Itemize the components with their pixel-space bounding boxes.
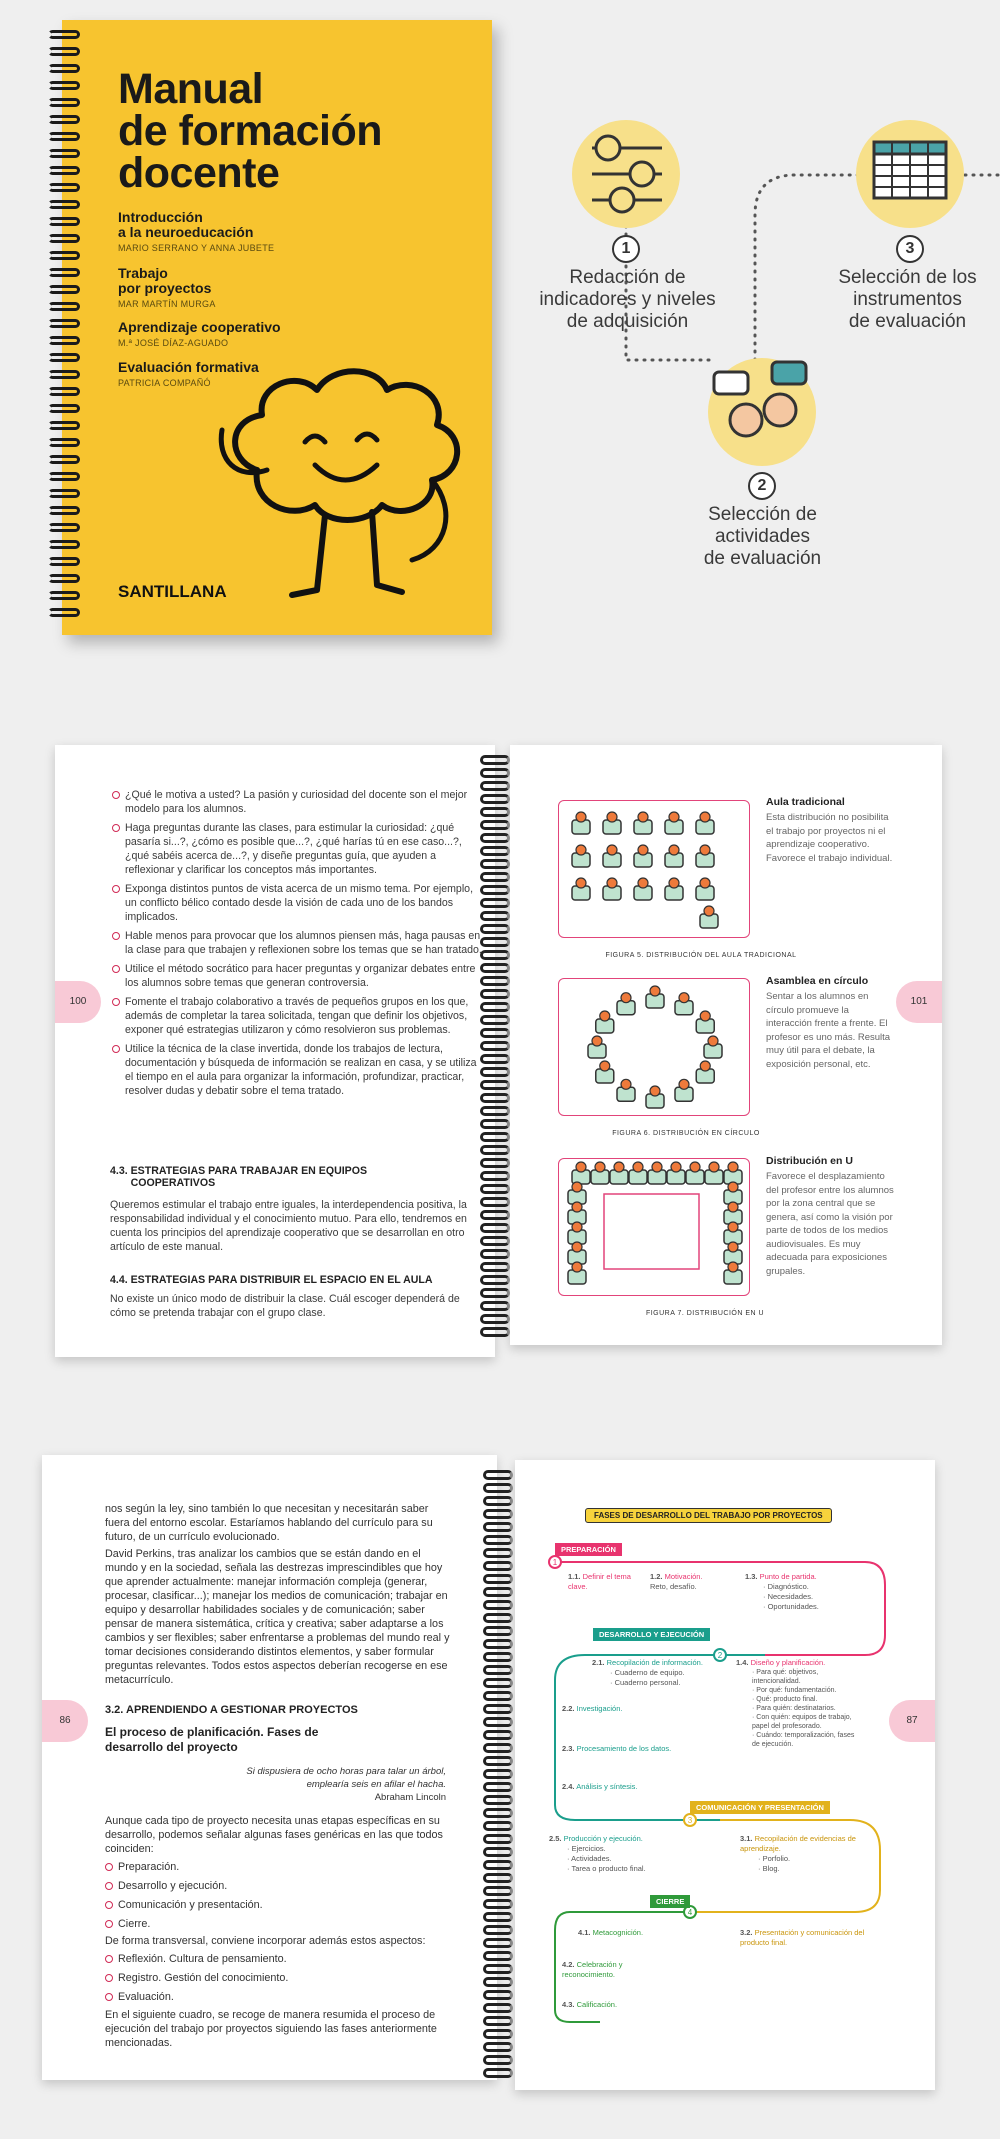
coil-ring (480, 1132, 510, 1142)
coil-ring (483, 1912, 513, 1922)
coil-ring (483, 1925, 513, 1935)
desk-icon (665, 845, 683, 867)
coil-ring (483, 2003, 513, 2013)
step-2-illustration (708, 358, 816, 466)
figure-6-description (766, 975, 896, 1071)
desk-icon (596, 1011, 614, 1033)
figure-6-text: Sentar a los alumnos en círculo promueve la interacción frente a frente. El profesor es uno más. Resulta muy útil para el debate, la exposición personal, etc. (766, 991, 891, 1070)
coil-ring (48, 183, 80, 192)
coil-ring (48, 387, 80, 396)
tip-item: Hable menos para provocar que los alumnos piensen más, haga pausas en la clase para que trabajen y reflexionen sobre los temas que se han tratado. (112, 929, 487, 957)
desk-icon (591, 1162, 609, 1184)
coil-ring (483, 1496, 513, 1506)
coil-ring (483, 1548, 513, 1558)
coil-ring (480, 1197, 510, 1207)
step-2-label: Selección de actividades de evaluación (703, 504, 822, 569)
svg-text:1: 1 (552, 1558, 558, 1567)
desk-icon (634, 812, 652, 834)
section-heading-4-3: 4.3. ESTRATEGIAS PARA TRABAJAR EN EQUIPOS COOPERATIVOS (110, 1165, 368, 1189)
coil-ring (483, 1743, 513, 1753)
coil-ring (483, 1704, 513, 1714)
coil-ring (483, 2016, 513, 2026)
desk-icon (646, 1086, 664, 1108)
book-cover (62, 20, 492, 635)
step-1-illustration (572, 120, 680, 228)
coil-ring (483, 1665, 513, 1675)
coil-ring (480, 1262, 510, 1272)
coil-ring (480, 1067, 510, 1077)
phase-label-cierre: CIERRE (650, 1895, 690, 1908)
step-3-label: Selección de los instrumentos de evaluación (838, 267, 977, 332)
desk-icon (665, 812, 683, 834)
figure-7-caption: FIGURA 7. DISTRIBUCIÓN EN U (645, 1310, 765, 1317)
u-desks-diagram (559, 1159, 751, 1297)
coil-ring (483, 1756, 513, 1766)
coil-ring (48, 557, 80, 566)
figure-5-title: Aula tradicional (766, 796, 845, 808)
coil-ring (48, 251, 80, 260)
coil-ring (483, 1613, 513, 1623)
coil-ring (483, 1964, 513, 1974)
coil-ring (480, 859, 510, 869)
coil-ring (480, 1054, 510, 1064)
node-4-2: 4.2. Celebración y reconocimiento. (562, 1960, 623, 1979)
coil-ring (480, 1106, 510, 1116)
coil-ring (480, 989, 510, 999)
desk-icon (572, 845, 590, 867)
cover-title-line-3: docente (118, 149, 280, 197)
coil-ring (480, 1275, 510, 1285)
coil-ring (48, 336, 80, 345)
tip-item: Fomente el trabajo colaborativo a través de pequeños grupos en los que, además de completar la tarea solicitada, tengan que definir los objetivos, exponer qué estrategias utilizaron y cómo resolvieron sus problemas. (112, 995, 487, 1037)
coil-ring (48, 115, 80, 124)
coil-ring (483, 1899, 513, 1909)
coil-ring (483, 1769, 513, 1779)
coil-ring (48, 81, 80, 90)
coil-ring (480, 833, 510, 843)
desk-icon (572, 1162, 590, 1184)
circle-desks-diagram (559, 979, 751, 1117)
teacher-path (604, 1194, 699, 1269)
section-author: PATRICIA COMPAÑÓ (118, 378, 211, 388)
coil-ring (483, 1717, 513, 1727)
coil-ring (480, 1288, 510, 1298)
list-item: Reflexión. Cultura de pensamiento. (105, 1952, 450, 1966)
desk-icon (629, 1162, 647, 1184)
coil-ring (480, 1301, 510, 1311)
spiral-binding (475, 1470, 525, 2080)
phase-label-desarrollo: DESARROLLO Y EJECUCIÓN (593, 1628, 710, 1641)
figure-5-description (766, 796, 896, 865)
section-heading-4-4: 4.4. ESTRATEGIAS PARA DISTRIBUIR EL ESPACIO EN EL AULA (110, 1274, 433, 1286)
node-2-4: 2.4. Análisis y síntesis. (562, 1782, 638, 1791)
coil-ring (483, 2068, 513, 2078)
cover-title (118, 65, 382, 197)
node-4-1: 4.1. Metacognición. (578, 1928, 644, 1937)
desk-icon (700, 906, 718, 928)
coil-ring (483, 1522, 513, 1532)
coil-ring (480, 794, 510, 804)
checklist-icon (572, 120, 680, 228)
desk-icon (596, 1061, 614, 1083)
coil-ring (48, 47, 80, 56)
figure-traditional-classroom (558, 800, 750, 938)
coil-ring (483, 1730, 513, 1740)
node-1-2: 1.2. Motivación. Reto, desafío. (650, 1572, 703, 1591)
section-title: Evaluación formativa (118, 359, 259, 375)
desk-icon (610, 1162, 628, 1184)
desk-icon (572, 878, 590, 900)
publisher-logo: SANTILLANA (118, 582, 227, 601)
list-item: Evaluación. (105, 1990, 450, 2004)
section-heading-3-2: 3.2. APRENDIENDO A GESTIONAR PROYECTOS (105, 1704, 358, 1716)
node-3-2: 3.2. Presentación y comunicación del producto final. (740, 1928, 865, 1947)
coil-ring (483, 1886, 513, 1896)
desk-icon (603, 878, 621, 900)
coil-ring (483, 2055, 513, 2065)
figure-5-text: Esta distribución no posibilita el trabajo por proyectos ni el aprendizaje cooperativo. Favorece el trabajo individual. (766, 812, 893, 864)
coil-ring (480, 846, 510, 856)
coil-ring (48, 455, 80, 464)
desk-icon (568, 1202, 586, 1224)
coil-ring (483, 1691, 513, 1701)
section-author: M.ª JOSÉ DÍAZ-AGUADO (118, 338, 229, 348)
coil-ring (48, 353, 80, 362)
desk-icon (705, 1162, 723, 1184)
coil-ring (480, 1236, 510, 1246)
step-2-number: 2 (748, 472, 776, 500)
section-subtitle: El proceso de planificación. Fases de desarrollo del proyecto (105, 1725, 319, 1754)
coil-ring (480, 1223, 510, 1233)
coil-ring (480, 872, 510, 882)
coil-ring (48, 404, 80, 413)
coil-ring (480, 768, 510, 778)
desk-icon (665, 878, 683, 900)
coil-ring (48, 234, 80, 243)
desk-icon (617, 1079, 635, 1101)
coil-ring (480, 911, 510, 921)
step-3-number: 3 (896, 235, 924, 263)
desk-icon (568, 1242, 586, 1264)
coil-ring (480, 898, 510, 908)
coil-ring (483, 1990, 513, 2000)
coil-ring (48, 166, 80, 175)
coil-ring (483, 1951, 513, 1961)
coil-ring (483, 2042, 513, 2052)
coil-ring (483, 1483, 513, 1493)
desk-icon (724, 1202, 742, 1224)
coil-ring (483, 1561, 513, 1571)
list-item: Cierre. (105, 1917, 450, 1931)
coil-ring (48, 285, 80, 294)
figure-7-description (766, 1155, 896, 1278)
node-4-3: 4.3. Calificación. (562, 2000, 618, 2009)
coil-ring (483, 1795, 513, 1805)
coil-ring (483, 1626, 513, 1636)
coil-ring (483, 1587, 513, 1597)
tip-item: Utilice el método socrático para hacer preguntas y organizar debates entre los alumnos sobre temas que generan controversia. (112, 962, 487, 990)
svg-text:4: 4 (687, 1908, 693, 1917)
section-title: Trabajo por proyectos (118, 265, 212, 296)
coil-ring (480, 781, 510, 791)
coil-ring (48, 200, 80, 209)
figure-5-caption: FIGURA 5. DISTRIBUCIÓN DEL AULA TRADICIONAL (605, 952, 797, 959)
coil-ring (48, 319, 80, 328)
svg-text:3: 3 (687, 1816, 693, 1825)
coil-ring (480, 937, 510, 947)
coil-ring (48, 591, 80, 600)
coil-ring (480, 1249, 510, 1259)
node-3-1: 3.1. Recopilación de evidencias de aprendizaje. · Porfolio. · Blog. (740, 1834, 856, 1873)
coil-ring (48, 540, 80, 549)
coil-ring (48, 217, 80, 226)
coil-ring (480, 885, 510, 895)
coil-ring (48, 268, 80, 277)
tips-bullet-list (112, 788, 487, 1103)
coil-ring (480, 1028, 510, 1038)
students-talking-icon (708, 358, 816, 466)
coil-ring (480, 976, 510, 986)
coil-ring (48, 574, 80, 583)
coil-ring (480, 1002, 510, 1012)
list-item: Registro. Gestión del conocimiento. (105, 1971, 450, 1985)
tip-item: Haga preguntas durante las clases, para estimular la curiosidad: ¿qué pasaría si...?, ¿cómo es posible que...?, ¿qué harías tú en ese caso...?, ¿qué sabéis acerca de...?, y diseñe preguntas guía, que ayuden a reflexionar y clarificar los conceptos más importantes. (112, 821, 487, 877)
phase-label-preparacion: PREPARACIÓN (555, 1543, 622, 1556)
coil-ring (480, 1184, 510, 1194)
desk-icon (588, 1036, 606, 1058)
figure-7-text: Favorece el desplazamiento del profesor entre los alumnos por la zona central que se genera, así como la visión por parte de todos de los medios audiovisuales. Es muy adecuada para exposiciones grupales. (766, 1171, 894, 1277)
step-1-number: 1 (612, 235, 640, 263)
tip-item: ¿Qué le motiva a usted? La pasión y curiosidad del docente son el mejor modelo para los alumnos. (112, 788, 487, 816)
desk-icon (704, 1036, 722, 1058)
desk-icon (675, 1079, 693, 1101)
node-1-4: 1.4. Diseño y planificación. · Para qué: objetivos, intencionalidad. · Por qué: fundamentación. · Qué: producto final. · Para quién: destinatarios. · Con quién: equipos de trabajo, papel del profesorado. · Cuándo: temporalización, fases de ejecución. (736, 1658, 855, 1748)
desk-icon (696, 812, 714, 834)
list-item: Desarrollo y ejecución. (105, 1879, 450, 1893)
coil-ring (480, 963, 510, 973)
coil-ring (48, 30, 80, 39)
desk-icon (675, 993, 693, 1015)
desk-icon (568, 1222, 586, 1244)
spiral-binding (48, 30, 88, 630)
desk-icon (568, 1262, 586, 1284)
page-number-tab: 86 (42, 1700, 88, 1742)
coil-ring (48, 489, 80, 498)
coil-ring (480, 1158, 510, 1168)
coil-ring (48, 608, 80, 617)
coil-ring (483, 1509, 513, 1519)
figure-6-title: Asamblea en círculo (766, 975, 869, 987)
coil-ring (483, 1678, 513, 1688)
desk-icon (686, 1162, 704, 1184)
section-author: MARIO SERRANO Y ANNA JUBETE (118, 243, 275, 253)
desk-icon (648, 1162, 666, 1184)
tip-item: Exponga distintos puntos de vista acerca de un mismo tema. Por ejemplo, un conflicto bélico contado desde la visión de cada uno de los bandos implicados. (112, 882, 487, 924)
figure-7-title: Distribución en U (766, 1155, 853, 1167)
coil-ring (480, 755, 510, 765)
page-number-tab: 101 (896, 981, 942, 1023)
coil-ring (483, 1847, 513, 1857)
step-1-label: Redacción de indicadores y niveles de adquisición (539, 267, 716, 332)
brain-character-illustration (197, 360, 477, 630)
desk-icon (572, 812, 590, 834)
figure-u-distribution (558, 1158, 750, 1296)
section-title: Aprendizaje cooperativo (118, 319, 281, 335)
node-1-3: 1.3. Punto de partida. · Diagnóstico. · Necesidades. · Oportunidades. (745, 1572, 819, 1611)
coil-ring (480, 807, 510, 817)
figure-circle-assembly (558, 978, 750, 1116)
cover-section-neuro (118, 210, 274, 256)
step-3-illustration (856, 120, 964, 228)
coil-ring (48, 421, 80, 430)
desk-icon (724, 1182, 742, 1204)
coil-ring (480, 950, 510, 960)
section-4-3-text: Queremos estimular el trabajo entre iguales, la interdependencia positiva, la responsabilidad individual y el conocimiento mutuo. Para ello, tendremos en cuenta los principios del aprendizaje cooperativo que se desarrollan en otro artículo de este manual. (110, 1199, 467, 1253)
coil-ring (48, 302, 80, 311)
coil-ring (483, 1860, 513, 1870)
phase-label-comunicacion: COMUNICACIÓN Y PRESENTACIÓN (690, 1801, 830, 1814)
desk-icon (724, 1222, 742, 1244)
quote-author: Abraham Lincoln (374, 1792, 446, 1803)
paragraph: Aunque cada tipo de proyecto necesita unas etapas específicas en su desarrollo, podemos señalar algunas fases genéricas en las que todos coinciden: (105, 1815, 443, 1855)
node-2-2: 2.2. Investigación. (562, 1704, 623, 1713)
desk-icon (634, 845, 652, 867)
desk-icon (603, 812, 621, 834)
coil-ring (483, 1470, 513, 1480)
diagram-title: FASES DE DESARROLLO DEL TRABAJO POR PROYECTOS (585, 1508, 832, 1523)
coil-ring (483, 2029, 513, 2039)
coil-ring (483, 1938, 513, 1948)
node-2-3: 2.3. Procesamiento de los datos. (562, 1744, 672, 1753)
coil-ring (480, 1119, 510, 1129)
coil-ring (480, 1080, 510, 1090)
figure-6-caption: FIGURA 6. DISTRIBUCIÓN EN CÍRCULO (612, 1130, 760, 1137)
desk-icon (696, 878, 714, 900)
phases-list (105, 1860, 450, 1936)
paragraph: En el siguiente cuadro, se recoge de manera resumida el proceso de ejecución del trabajo por proyectos siguiendo las fases anteriormente mencionadas. (105, 2009, 437, 2049)
desk-icon (724, 1162, 742, 1184)
node-2-5: 2.5. Producción y ejecución. · Ejercicios. · Actividades. · Tarea o producto final. (549, 1834, 646, 1873)
table-grid-icon (856, 120, 964, 228)
coil-ring (48, 64, 80, 73)
paragraph: nos según la ley, sino también lo que necesitan y necesitarán saber fuera del entorno escolar. Estaríamos hablando del currículo para su futuro, de un currículo evolucionado. (105, 1503, 433, 1543)
desk-icon (696, 1061, 714, 1083)
coil-ring (483, 1808, 513, 1818)
coil-ring (483, 1600, 513, 1610)
coil-ring (480, 1145, 510, 1155)
coil-ring (483, 1821, 513, 1831)
coil-ring (48, 370, 80, 379)
coil-ring (48, 472, 80, 481)
transversal-list (105, 1952, 450, 2009)
desk-icon (696, 845, 714, 867)
coil-ring (483, 1873, 513, 1883)
coil-ring (48, 98, 80, 107)
coil-ring (480, 820, 510, 830)
desk-icon (634, 878, 652, 900)
node-2-1: 2.1. Recopilación de información. · Cuaderno de equipo. · Cuaderno personal. (592, 1658, 703, 1687)
desk-icon (724, 1262, 742, 1284)
cover-section-proyectos (118, 266, 216, 312)
lincoln-quote: Si dispusiera de ocho horas para talar un árbol, emplearía seis en afilar el hacha. (246, 1766, 446, 1790)
coil-ring (480, 1015, 510, 1025)
page-number-tab: 100 (55, 981, 101, 1023)
desk-icon (568, 1182, 586, 1204)
coil-ring (480, 1171, 510, 1181)
coil-ring (48, 523, 80, 532)
coil-ring (483, 1834, 513, 1844)
coil-ring (483, 1535, 513, 1545)
coil-ring (483, 1652, 513, 1662)
section-title: Introducción a la neuroeducación (118, 209, 254, 240)
coil-ring (48, 438, 80, 447)
coil-ring (483, 1574, 513, 1584)
coil-ring (480, 1093, 510, 1103)
section-author: MAR MARTÍN MURGA (118, 299, 216, 309)
coil-ring (480, 1314, 510, 1324)
desk-icon (603, 845, 621, 867)
paragraph: David Perkins, tras analizar los cambios que se están dando en el mundo y en la sociedad, señala las destrezas imprescindibles que hoy que aprender actualmente: manejar información compleja (generar, procesar, clasificar...); manejar los medios de comunicación; trabajar en equipo y desarrollar habilidades sociales y de comunicación; saber pensar de manera sistemática, crítica y creativa; saber adaptarse a los cambios y ser flexibles; saber enfrentarse a problemas del mundo real y tomar decisiones considerando distintos elementos, y saber formular preguntas relevantes. Todos estos aspectos deberían recogerse en ese metacurrículo. (105, 1548, 450, 1686)
list-item: Preparación. (105, 1860, 450, 1874)
coil-ring (48, 149, 80, 158)
desk-icon (724, 1242, 742, 1264)
coil-ring (483, 1977, 513, 1987)
traditional-desks-diagram (559, 801, 751, 939)
desk-icon (667, 1162, 685, 1184)
tip-item: Utilice la técnica de la clase invertida, donde los trabajos de lectura, documentación y búsqueda de información se realizan en casa, y se utiliza el tiempo en el aula para organizar la información, profundizar, practicar, resolver dudas y debatir sobre el tema tratado. (112, 1042, 487, 1098)
coil-ring (48, 132, 80, 141)
coil-ring (48, 506, 80, 515)
node-1-1: 1.1. Definir el tema clave. (568, 1572, 631, 1591)
coil-ring (480, 924, 510, 934)
page-number-tab: 87 (889, 1700, 935, 1742)
coil-ring (480, 1327, 510, 1337)
svg-text:2: 2 (717, 1651, 723, 1660)
coil-ring (480, 1210, 510, 1220)
cover-title-line-2: de formación (118, 107, 382, 155)
coil-ring (483, 1782, 513, 1792)
coil-ring (483, 1639, 513, 1649)
paragraph: De forma transversal, conviene incorporar además estos aspectos: (105, 1935, 426, 1947)
desk-icon (617, 993, 635, 1015)
coil-ring (480, 1041, 510, 1051)
cover-section-cooperativo (118, 320, 281, 351)
desk-icon (696, 1011, 714, 1033)
section-4-4-text: No existe un único modo de distribuir la clase. Cuál escoger dependerá de cómo se pretenda trabajar con el grupo clase. (110, 1293, 460, 1319)
cover-title-line-1: Manual (118, 65, 264, 113)
desk-icon (646, 986, 664, 1008)
spiral-binding (472, 755, 522, 1345)
list-item: Comunicación y presentación. (105, 1898, 450, 1912)
